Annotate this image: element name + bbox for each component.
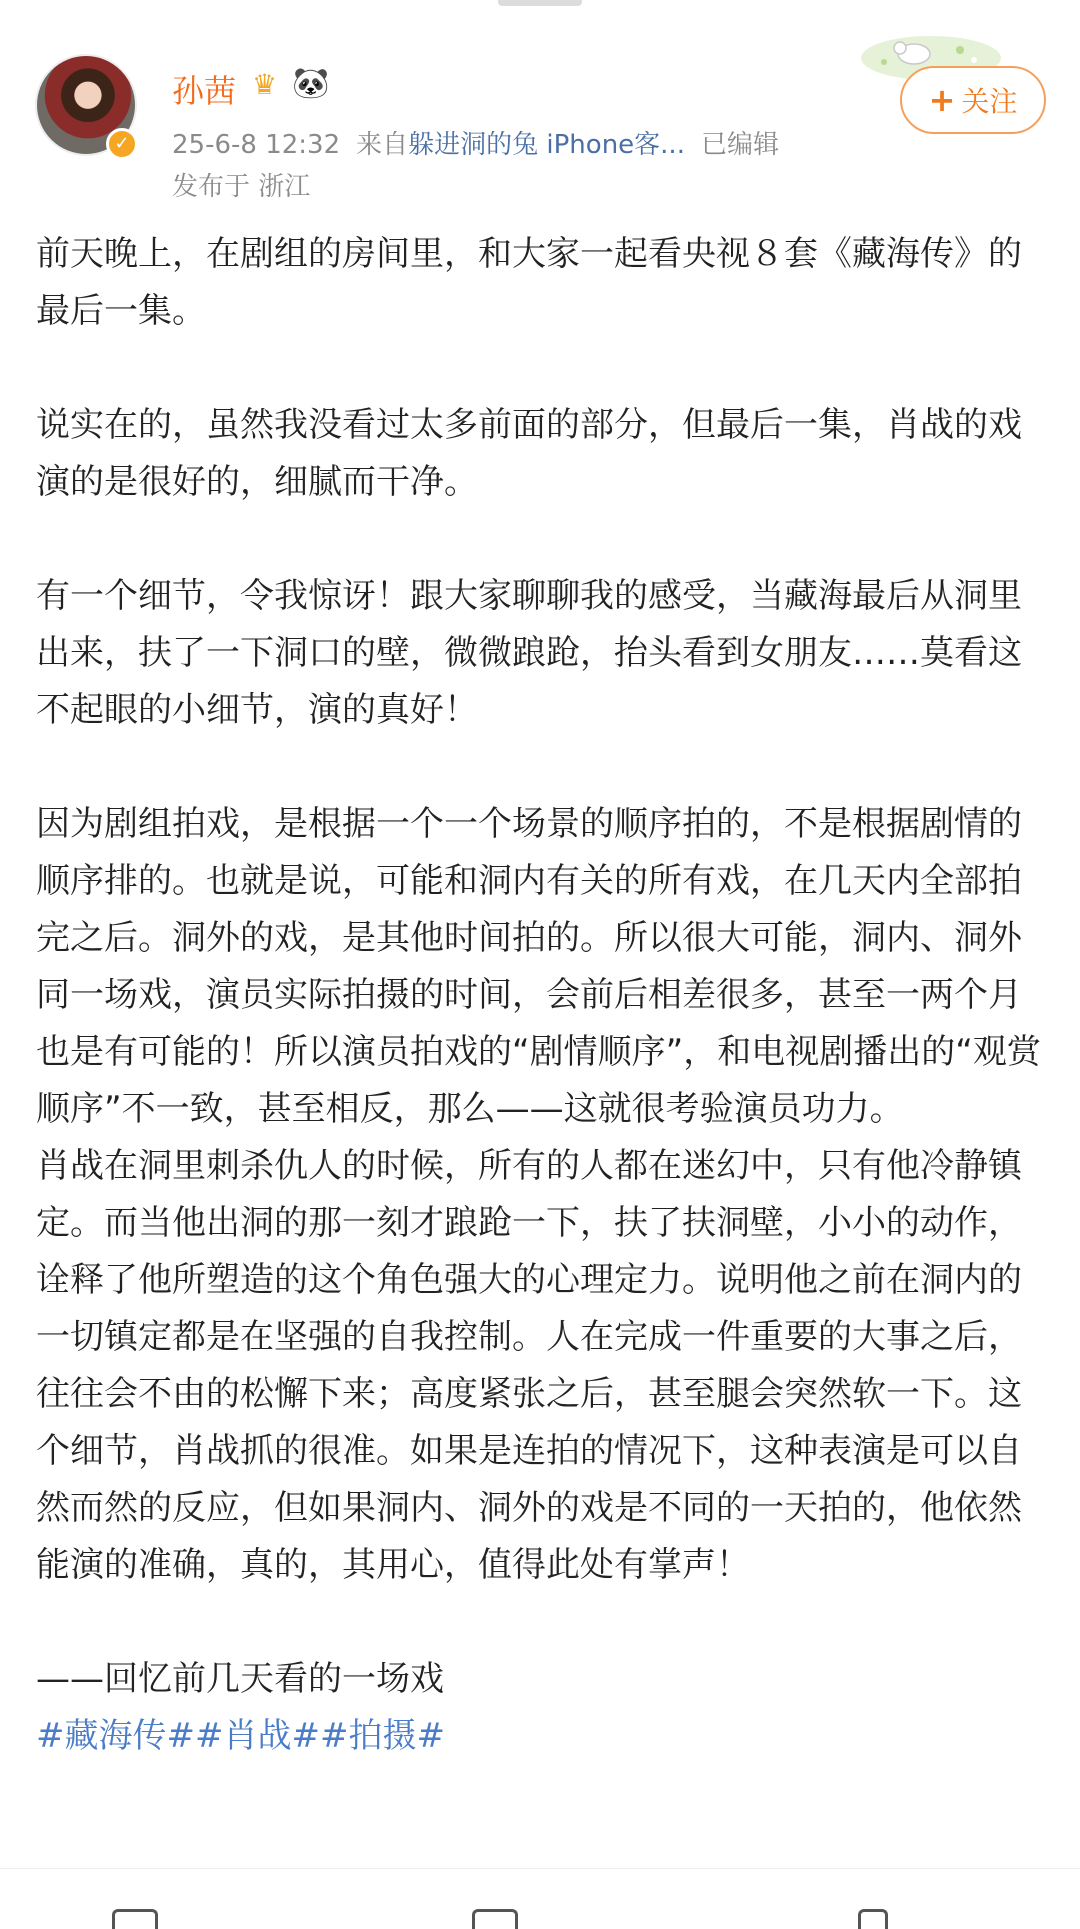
follow-label: 关注 <box>961 85 1018 118</box>
post-meta <box>172 124 779 161</box>
closing-line: ——回忆前几天看的一场戏 <box>36 1659 444 1699</box>
post-date: 25-6-8 12:32 <box>172 130 341 160</box>
panda-icon[interactable]: 🐼 <box>292 66 330 101</box>
paragraph: 因为剧组拍戏，是根据一个一个场景的顺序拍的，不是根据剧情的顺序排的。也就是说，可能和洞内有关的所有戏，在几天内全部拍完之后。洞外的戏，是其他时间拍的。所以很大可能，洞内、洞外同一场戏，演员实际拍摄的时间，会前后相差很多，甚至一两个月也是有可能的！所以演员拍戏的“剧情顺序”，和电视剧播出的“观赏顺序”不一致，甚至相反，那么——这就很考验演员功力。 <box>36 804 1041 1129</box>
spacer <box>36 511 1046 568</box>
action-bar <box>0 1868 1080 1923</box>
repost-icon[interactable] <box>112 1909 158 1929</box>
follow-button[interactable] <box>900 66 1046 134</box>
like-icon[interactable] <box>858 1909 888 1929</box>
hashtag-link[interactable]: #拍摄# <box>319 1716 445 1756</box>
paragraph: 有一个细节，令我惊讶！跟大家聊聊我的感受，当藏海最后从洞里出来，扶了一下洞口的壁，微微踉跄，抬头看到女朋友……莫看这不起眼的小细节，演的真好！ <box>36 576 1022 730</box>
hashtag-link[interactable]: #藏海传# <box>36 1716 195 1756</box>
spacer <box>36 1594 1046 1651</box>
spacer <box>36 739 1046 796</box>
plus-icon: + <box>928 81 956 119</box>
comment-icon[interactable] <box>472 1909 518 1929</box>
verified-badge-icon: ✓ <box>106 128 138 160</box>
author-name[interactable]: 孙茜 <box>172 72 237 110</box>
post-location: 发布于 浙江 <box>172 172 311 202</box>
hashtag-link[interactable]: #肖战# <box>194 1716 320 1756</box>
paragraph: 说实在的，虽然我没看过太多前面的部分，但最后一集，肖战的戏演的是很好的，细腻而干净。 <box>36 405 1022 502</box>
spacer <box>36 340 1046 397</box>
source-link[interactable]: 躲进洞的兔 iPhone客... <box>408 130 685 160</box>
crown-icon[interactable]: ♛ <box>252 68 278 101</box>
post-header <box>0 0 1080 200</box>
edited-label[interactable]: 已编辑 <box>700 130 779 160</box>
paragraph: 肖战在洞里刺杀仇人的时候，所有的人都在迷幻中，只有他冷静镇定。而当他出洞的那一刻才踉跄一下，扶了扶洞壁，小小的动作，诠释了他所塑造的这个角色强大的心理定力。说明他之前在洞内的一切镇定都是在坚强的自我控制。人在完成一件重要的大事之后，往往会不由的松懈下来；高度紧张之后，甚至腿会突然软一下。这个细节，肖战抓的很准。如果是连拍的情况下，这种表演是可以自然而然的反应，但如果洞内、洞外的戏是不同的一天拍的，他依然能演的准确，真的，其用心，值得此处有掌声！ <box>36 1146 1022 1585</box>
post-body <box>36 226 1046 1765</box>
paragraph: 前天晚上，在剧组的房间里，和大家一起看央视８套《藏海传》的最后一集。 <box>36 234 1022 331</box>
hashtag-row <box>36 1708 1046 1765</box>
source-prefix: 来自 <box>356 130 409 160</box>
